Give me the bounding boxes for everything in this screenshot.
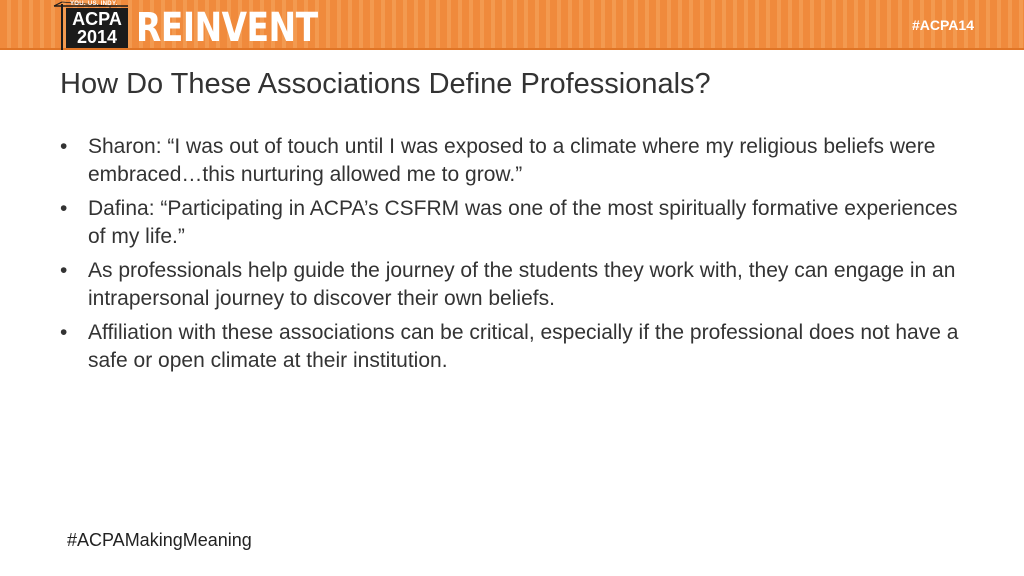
bullet-glyph: • — [60, 259, 68, 282]
header-banner — [0, 0, 1024, 50]
bullet-text: As professionals help guide the journey of the students they work with, they can engage in an intrapersonal journey to discover their own beliefs. — [88, 259, 956, 310]
header-hashtag: #ACPA14 — [912, 17, 974, 33]
logo-year: 2014 — [76, 27, 118, 47]
bullet-item — [60, 133, 960, 189]
bullet-text: Sharon: “I was out of touch until I was exposed to a climate where my religious beliefs were embraced…this nurturing allowed me to grow.” — [88, 135, 936, 186]
bullet-glyph: • — [60, 321, 68, 344]
logo-badge — [66, 8, 128, 48]
bullet-glyph: • — [60, 135, 68, 158]
footer-hashtag: #ACPAMakingMeaning — [67, 530, 252, 550]
logo-tagline: YOU. US. INDY. — [70, 1, 118, 7]
bullet-item — [60, 257, 960, 313]
bullet-item — [60, 195, 960, 251]
acpa-2014-logo — [50, 0, 318, 50]
slide-title: How Do These Associations Define Professionals? — [60, 68, 711, 100]
bullet-item — [60, 319, 960, 375]
bullet-list — [60, 133, 960, 381]
bullet-glyph: • — [60, 197, 68, 220]
bullet-text: Affiliation with these associations can be critical, especially if the professional does not have a safe or open climate at their institution. — [88, 321, 959, 372]
logo-org: ACPA — [72, 9, 122, 29]
bullet-text: Dafina: “Participating in ACPA’s CSFRM was one of the most spiritually formative experiences of my life.” — [88, 197, 958, 248]
logo-wordmark: REINVENT — [136, 5, 318, 50]
